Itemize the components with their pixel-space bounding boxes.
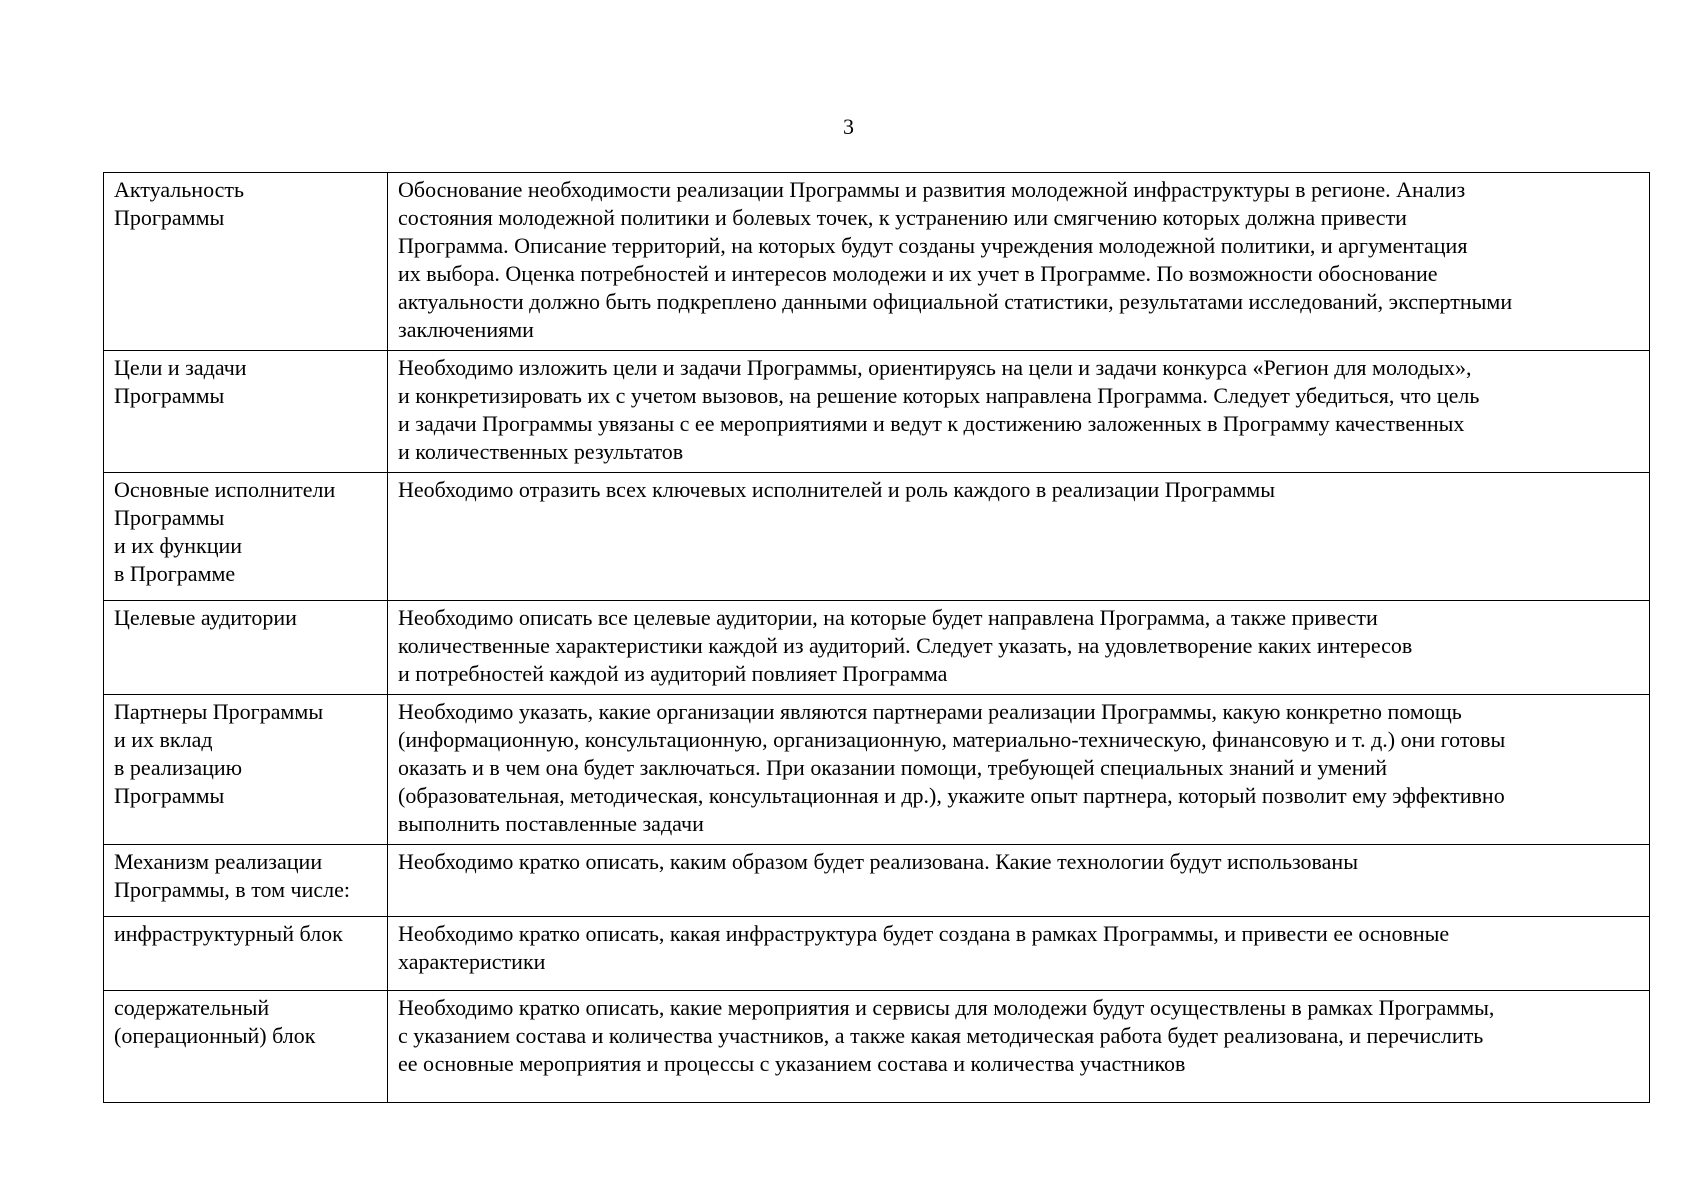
row-label: инфраструктурный блок (104, 917, 388, 991)
table-row-audiences (104, 601, 1650, 695)
table-row-content-block (104, 991, 1650, 1103)
row-description: Необходимо изложить цели и задачи Программы, ориентируясь на цели и задачи конкурса «Регион для молодых», и конкретизировать их с учетом вызовов, на решение которых направлена Программа. Следует убедиться, что цель и задачи Программы увязаны с ее мероприятиями и ведут к достижению заложенных в Программу качественных и количественных результатов (388, 351, 1650, 473)
row-label: содержательный (операционный) блок (104, 991, 388, 1103)
row-label: Актуальность Программы (104, 173, 388, 351)
row-label: Основные исполнители Программы и их функции в Программе (104, 473, 388, 601)
page-number: 3 (843, 114, 854, 139)
row-description: Необходимо кратко описать, каким образом будет реализована. Какие технологии будут использованы (388, 845, 1650, 917)
row-description: Обоснование необходимости реализации Программы и развития молодежной инфраструктуры в регионе. Анализ состояния молодежной политики и болевых точек, к устранению или смягчению которых должна привести Программа. Описание территорий, на которых будут созданы учреждения молодежной политики, и аргументация их выбора. Оценка потребностей и интересов молодежи и их учет в Программе. По возможности обоснование актуальности должно быть подкреплено данными официальной статистики, результатами исследований, экспертными заключениями (388, 173, 1650, 351)
table-row-infrastructure-block (104, 917, 1650, 991)
table-row-executors (104, 473, 1650, 601)
row-description: Необходимо описать все целевые аудитории, на которые будет направлена Программа, а также привести количественные характеристики каждой из аудиторий. Следует указать, на удовлетворение каких интересов и потребностей каждой из аудиторий повлияет Программа (388, 601, 1650, 695)
row-label: Целевые аудитории (104, 601, 388, 695)
row-label: Партнеры Программы и их вклад в реализацию Программы (104, 695, 388, 845)
row-description: Необходимо кратко описать, какая инфраструктура будет создана в рамках Программы, и привести ее основные характеристики (388, 917, 1650, 991)
row-label: Механизм реализации Программы, в том числе: (104, 845, 388, 917)
table-row-mechanism (104, 845, 1650, 917)
table-row-relevance (104, 173, 1650, 351)
row-description: Необходимо кратко описать, какие мероприятия и сервисы для молодежи будут осуществлены в рамках Программы, с указанием состава и количества участников, а также какая методическая работа будет реализована, и перечислить ее основные мероприятия и процессы с указанием состава и количества участников (388, 991, 1650, 1103)
table-row-goals (104, 351, 1650, 473)
table-row-partners (104, 695, 1650, 845)
row-label: Цели и задачи Программы (104, 351, 388, 473)
program-requirements-table (103, 172, 1650, 1103)
row-description: Необходимо отразить всех ключевых исполнителей и роль каждого в реализации Программы (388, 473, 1650, 601)
row-description: Необходимо указать, какие организации являются партнерами реализации Программы, какую конкретно помощь (информационную, консультационную, организационную, материально-техническую, финансовую и т. д.) они готовы оказать и в чем она будет заключаться. При оказании помощи, требующей специальных знаний и умений (образовательная, методическая, консультационная и др.), укажите опыт партнера, который позволит ему эффективно выполнить поставленные задачи (388, 695, 1650, 845)
